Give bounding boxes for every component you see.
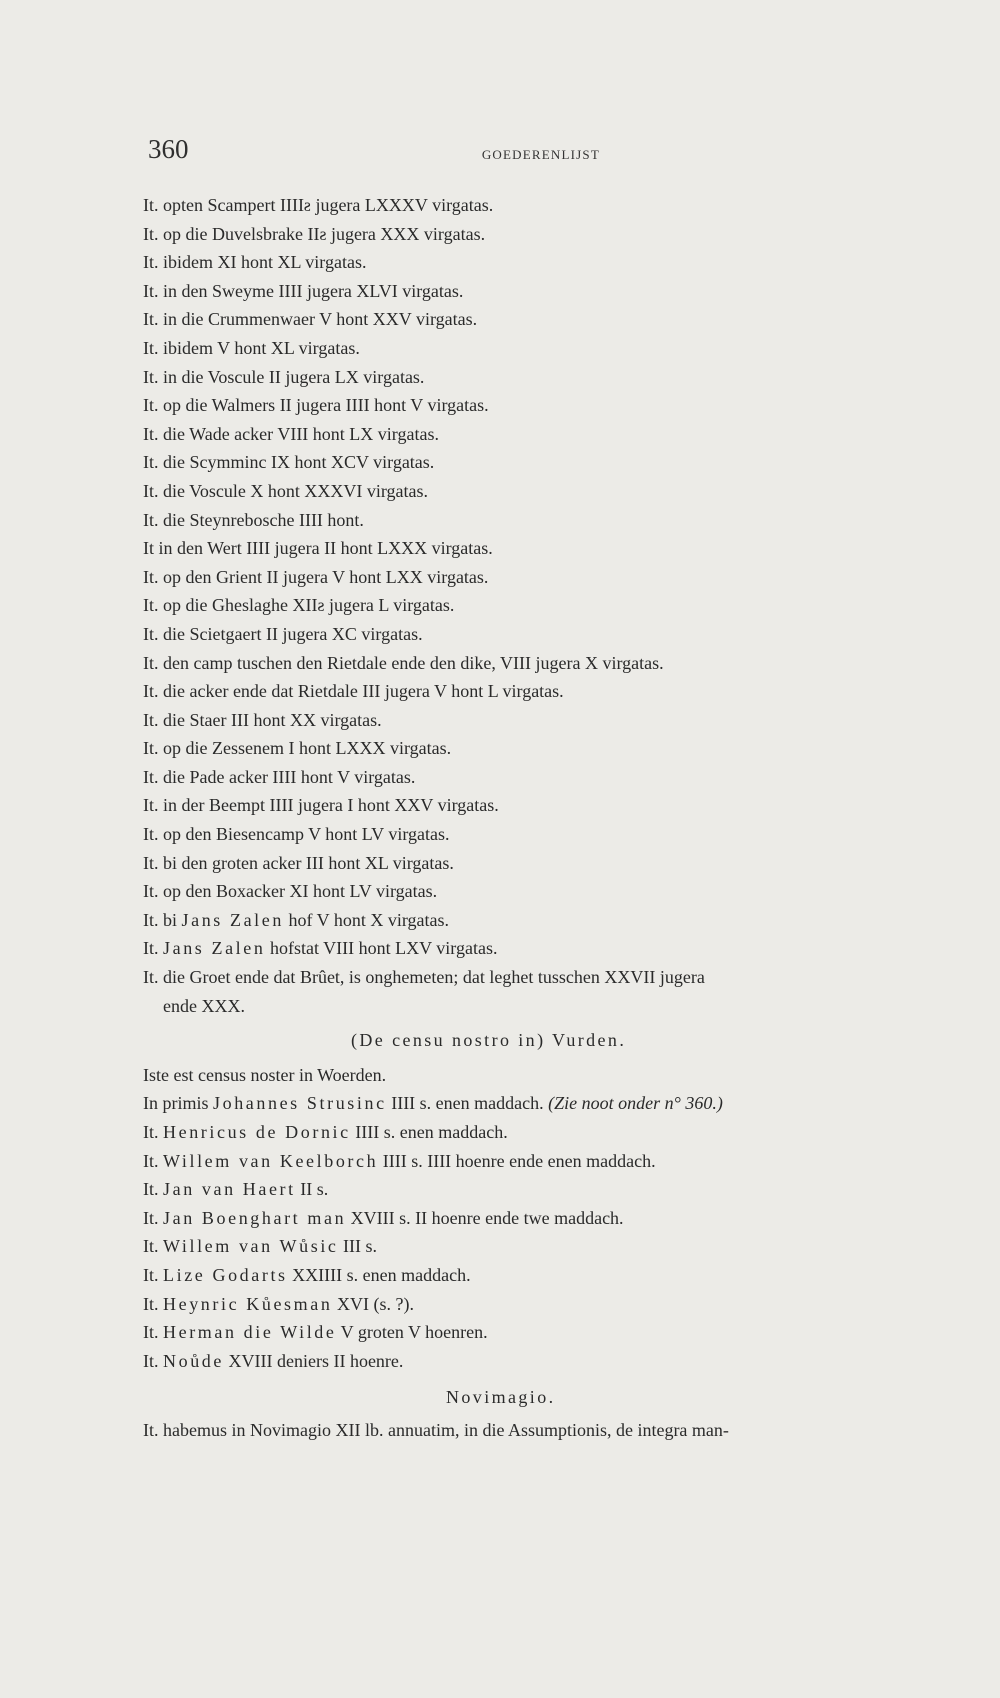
list-item: It. die Steynrebosche IIII hont. bbox=[143, 509, 364, 530]
list-item bbox=[143, 906, 903, 935]
list-item: It. in die Voscule II jugera LX virgatas. bbox=[143, 366, 425, 387]
list-item bbox=[143, 934, 903, 963]
entry-prefix: It. bbox=[143, 1264, 163, 1285]
list-item: It. habemus in Novimagio XII lb. annuatim, in die Assumptionis, de integra man- bbox=[143, 1419, 729, 1440]
entry-prefix: It. bbox=[143, 1122, 163, 1142]
list-item: It. bi den groten acker III hont XL virgatas. bbox=[143, 852, 454, 873]
list-item-continuation: ende XXX. bbox=[163, 995, 245, 1016]
person-name: Henricus de Dornic bbox=[163, 1122, 351, 1142]
entry-prefix: It. bbox=[143, 938, 163, 959]
person-name: Herman die Wilde bbox=[163, 1322, 337, 1343]
entry-text: V groten V hoenren. bbox=[336, 1322, 488, 1343]
list-item bbox=[143, 1147, 903, 1176]
entry-text: III s. bbox=[338, 1236, 378, 1257]
entry-prefix: In primis bbox=[143, 1093, 213, 1114]
entry-prefix: It. bi bbox=[143, 909, 182, 930]
list-item: It. op den Biesencamp V hont LV virgatas. bbox=[143, 824, 450, 845]
entry-text: IIII s. IIII hoenre ende enen maddach. bbox=[378, 1150, 656, 1171]
list-item bbox=[143, 1318, 903, 1347]
person-name: Jan van Haert bbox=[163, 1179, 296, 1200]
section-heading-vurden: (De censu nostro in) Vurden. bbox=[351, 1030, 627, 1051]
entry-prefix: It. bbox=[143, 1293, 163, 1314]
list-item bbox=[143, 1232, 903, 1261]
entry-prefix: It. bbox=[143, 1350, 163, 1371]
list-item: It. ibidem V hont XL virgatas. bbox=[143, 337, 360, 358]
list-item: It. op den Grient II jugera V hont LXX virgatas. bbox=[143, 566, 489, 587]
list-item bbox=[143, 1347, 903, 1376]
entry-text: XVIII s. II hoenre ende twe maddach. bbox=[346, 1207, 624, 1228]
list-item: It. ibidem XI hont XL virgatas. bbox=[143, 252, 367, 273]
entry-text: XVIII deniers II hoenre. bbox=[224, 1350, 404, 1371]
list-item: It. die Voscule X hont XXXVI virgatas. bbox=[143, 480, 428, 501]
list-item: It. op den Boxacker XI hont LV virgatas. bbox=[143, 881, 438, 902]
person-name: Willem van Wůsic bbox=[163, 1236, 339, 1257]
list-item: It. die Groet ende dat Brûet, is onghemeten; dat leghet tusschen XXVII jugera bbox=[143, 967, 705, 988]
entry-prefix: It. bbox=[143, 1322, 163, 1343]
list-item bbox=[143, 1118, 903, 1147]
list-item: It. opten Scampert IIIIƨ jugera LXXXV virgatas. bbox=[143, 195, 494, 215]
list-item bbox=[143, 1204, 903, 1233]
entry-text: XXIIII s. enen maddach. bbox=[287, 1264, 471, 1285]
list-item: It. op die Gheslaghe XIIƨ jugera L virgatas. bbox=[143, 595, 455, 616]
person-name: Heynric Kůesman bbox=[163, 1293, 333, 1314]
list-item: It. den camp tuschen den Rietdale ende den dike, VIII jugera X virgatas. bbox=[143, 652, 664, 673]
person-name: Jans Zalen bbox=[181, 909, 284, 930]
list-item: It. op die Zessenem I hont LXXX virgatas. bbox=[143, 738, 452, 759]
editor-note: (Zie noot onder n° 360.) bbox=[548, 1093, 723, 1114]
entry-text: XVI (s. ?). bbox=[332, 1293, 414, 1314]
entry-prefix: It. bbox=[143, 1236, 163, 1257]
running-head: GOEDERENLIJST bbox=[481, 147, 600, 162]
person-name: Jan Boenghart man bbox=[163, 1207, 347, 1228]
entry-prefix: It. bbox=[143, 1150, 163, 1171]
page-header bbox=[148, 134, 600, 164]
person-name: Jans Zalen bbox=[163, 938, 266, 959]
entry-text: IIII s. enen maddach. bbox=[350, 1122, 508, 1142]
list-item bbox=[143, 1290, 903, 1319]
list-item: It. die Pade acker IIII hont V virgatas. bbox=[143, 766, 416, 787]
entry-prefix: It. bbox=[143, 1207, 163, 1228]
person-name: Noůde bbox=[163, 1350, 224, 1371]
census-intro: Iste est census noster in Woerden. bbox=[143, 1064, 387, 1085]
person-name: Lize Godarts bbox=[163, 1264, 288, 1285]
entry-text: hofstat VIII hont LXV virgatas. bbox=[265, 938, 498, 959]
list-item bbox=[143, 1089, 903, 1118]
list-item: It. die Scietgaert II jugera XC virgatas. bbox=[143, 623, 423, 644]
list-item: It. in der Beempt IIII jugera I hont XXV virgatas. bbox=[143, 795, 499, 816]
person-name: Johannes Strusinc bbox=[213, 1093, 387, 1114]
list-item: It. in die Crummenwaer V hont XXV virgatas. bbox=[143, 309, 478, 330]
entry-text: IIII s. enen maddach. bbox=[386, 1093, 549, 1114]
entry-prefix: It. bbox=[143, 1179, 163, 1200]
list-item: It in den Wert IIII jugera II hont LXXX virgatas. bbox=[143, 538, 493, 559]
list-item: It. die Scymminc IX hont XCV virgatas. bbox=[143, 452, 435, 473]
list-item: It. in den Sweyme IIII jugera XLVI virgatas. bbox=[143, 280, 464, 301]
entry-list bbox=[143, 191, 903, 1445]
list-item: It. die Wade acker VIII hont LX virgatas. bbox=[143, 423, 439, 444]
list-item: It. die Staer III hont XX virgatas. bbox=[143, 709, 382, 730]
list-item bbox=[143, 1175, 903, 1204]
list-item: It. op die Walmers II jugera IIII hont V virgatas. bbox=[143, 395, 489, 416]
entry-text: II s. bbox=[295, 1179, 329, 1200]
entry-text: hof V hont X virgatas. bbox=[283, 909, 449, 930]
list-item bbox=[143, 1261, 903, 1290]
person-name: Willem van Keelborch bbox=[163, 1150, 379, 1171]
page-number: 360 bbox=[148, 134, 189, 164]
list-item: It. die acker ende dat Rietdale III jugera V hont L virgatas. bbox=[143, 681, 564, 702]
list-item: It. op die Duvelsbrake IIƨ jugera XXX virgatas. bbox=[143, 223, 486, 244]
section-heading-novimagio: Novimagio. bbox=[446, 1387, 556, 1408]
